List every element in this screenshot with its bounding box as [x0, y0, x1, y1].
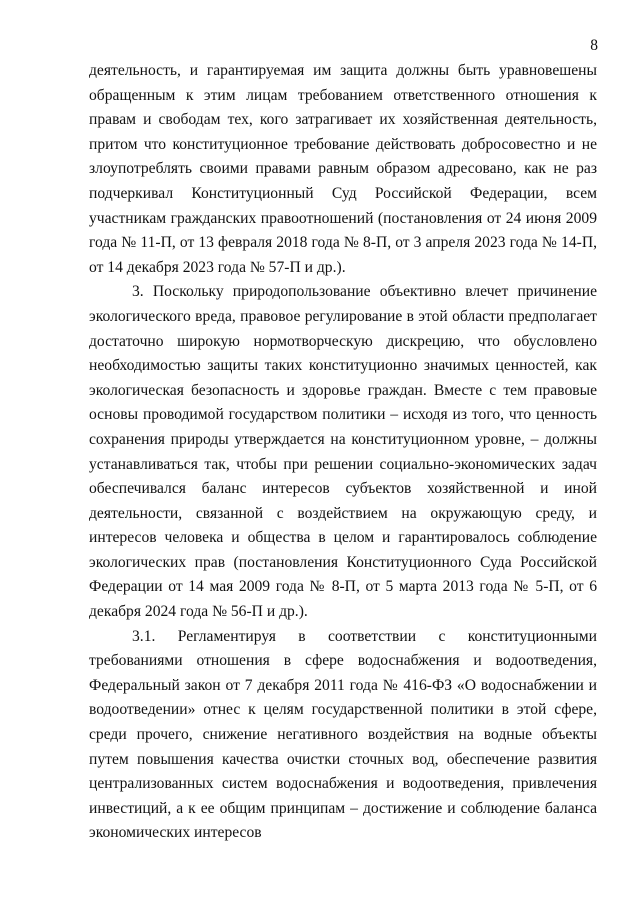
paragraph-3: 3. Поскольку природопользование объективно влечет причинение экологического вреда, правовое регулирование в этой области предполагает достаточно широкую нормотворческую дискрецию, что обусловлено необходимостью защиты таких конституционно значимых ценностей, как экологическая безопасность и здоровье граждан. Вместе с тем правовые основы проводимой государством политики – исходя из того, что ценность сохранения природы утверждается на конституционном уровне, – должны устанавливаться так, чтобы при решении социально-экономических задач обеспечивался баланс интересов субъектов хозяйственной и иной деятельности, связанной с воздействием на окружающую среду, и интересов человека и общества в целом и гарантировалось соблюдение экологических прав (постановления Конституционного Суда Российской Федерации от 14 мая 2009 года № 8-П, от 5 марта 2013 года № 5-П, от 6 декабря 2024 года № 56-П и др.). [89, 283, 597, 621]
page-number: 8 [590, 37, 598, 54]
paragraph-3-1: 3.1. Регламентируя в соответствии с конституционными требованиями отношения в сфере водоснабжения и водоотведения, Федеральный закон от 7 декабря 2011 года № 416-ФЗ «О водоснабжении и водоотведении» отнес к целям государственной политики в этой сфере, среди прочего, снижение негативного воздействия на водные объекты путем повышения качества очистки сточных вод, обеспечение развития централизованных систем водоснабжения и водоотведения, привлечения инвестиций, а к ее общим принципам – достижение и соблюдение баланса экономических интересов [89, 627, 597, 842]
document-body [89, 59, 597, 846]
paragraph-continuation: деятельность, и гарантируемая им защита должны быть уравновешены обращенным к этим лицам требованием ответственного отношения к правам и свободам тех, кого затрагивает их хозяйственная деятельность, притом что конституционное требование действовать добросовестно и не злоупотреблять своими правами равным образом адресовано, как не раз подчеркивал Конституционный Суд Российской Федерации, всем участникам гражданских правоотношений (постановления от 24 июня 2009 года № 11-П, от 13 февраля 2018 года № 8-П, от 3 апреля 2023 года № 14-П, от 14 декабря 2023 года № 57-П и др.). [89, 62, 597, 276]
